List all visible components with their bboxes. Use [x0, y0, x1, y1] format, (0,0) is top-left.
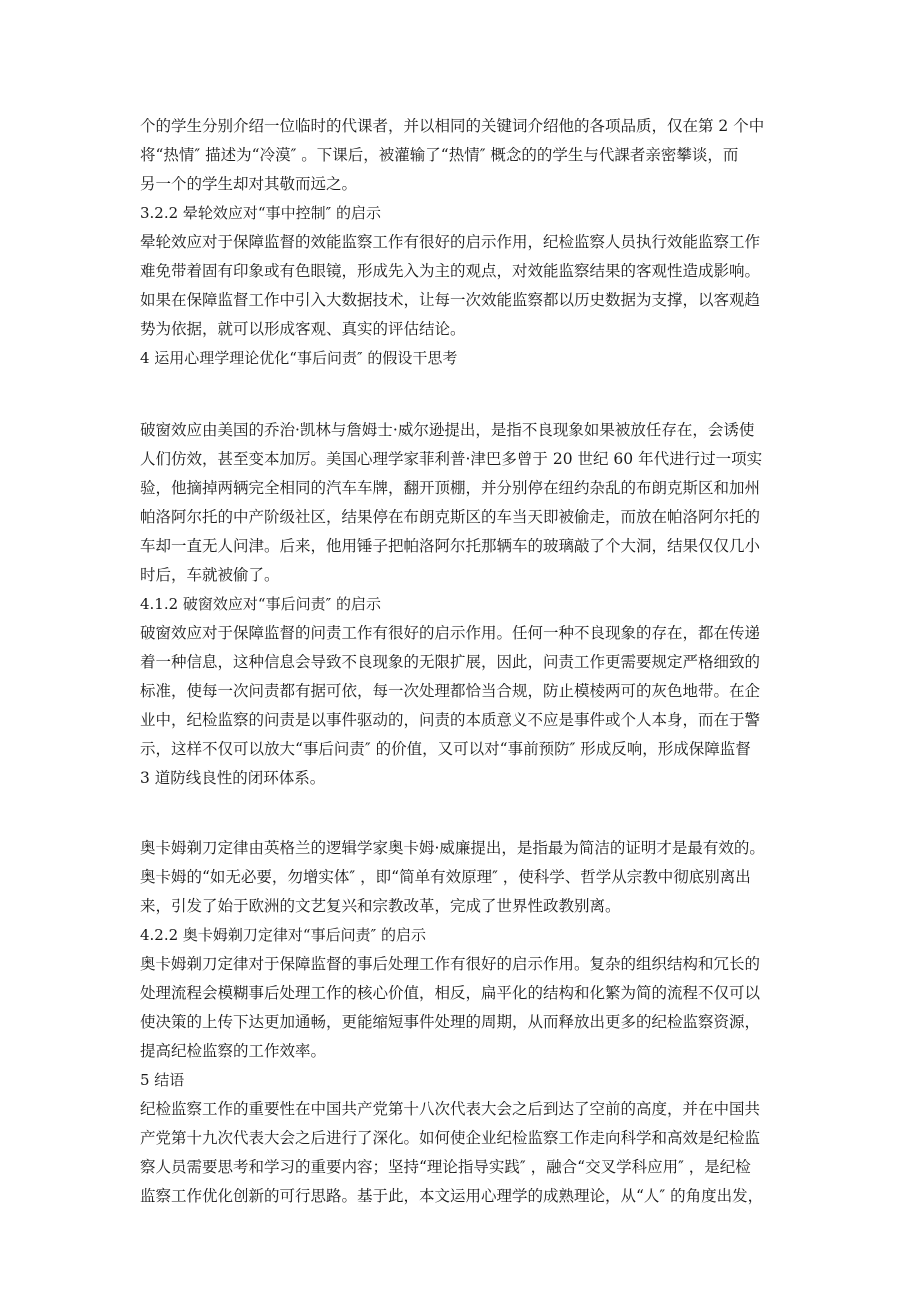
text-line: 监察工作优化创新的可行思路。基于此，本文运用心理学的成熟理论，从“人″ 的角度出发，	[140, 1187, 764, 1205]
intro-paragraph	[140, 112, 802, 199]
heading-text: 3.2.2 晕轮效应对“事中控制″ 的启示	[140, 204, 381, 222]
text-line: 示，这样不仅可以放大“事后问责″ 的价值，又可以对“事前预防″ 形成反响，形成保障监督	[140, 740, 751, 758]
text-line: 奥卡姆剃刀定律对于保障监督的事后处理工作有很好的启示作用。复杂的组织结构和冗长的	[140, 955, 761, 973]
text-line: 提高纪检监察的工作效率。	[140, 1042, 327, 1060]
text-line: 奥卡姆的“如无必要，勿增实体″ ，即“简单有效原理″ ，使科学、哲学从宗教中彻底别离出	[140, 868, 751, 886]
text-line: 使决策的上传下达更加通畅，更能缩短事件处理的周期，从而释放出更多的纪检监察资源，	[140, 1013, 761, 1031]
text-line: 产党第十九次代表大会之后进行了深化。如何使企业纪检监察工作走向科学和高效是纪检监	[140, 1129, 761, 1147]
heading-text: 4.1.2 破窗效应对“事后问责″ 的启示	[140, 595, 381, 613]
text-line: 另一个的学生却对其敬而远之。	[140, 175, 358, 193]
text-line: 破窗效应由美国的乔治·凯林与詹姆士·威尔逊提出，是指不良现象如果被放任存在，会诱使	[140, 421, 755, 439]
heading-text: 4.2.2 奥卡姆剃刀定律对“事后问责″ 的启示	[140, 926, 426, 944]
section-heading-4-1-2	[140, 590, 802, 619]
text-line: 察人员需要思考和学习的重要内容；坚持“理论指导实践″ ，融合“交叉学科应用″ ，是纪检	[140, 1158, 751, 1176]
section-heading-3-2-2	[140, 199, 802, 228]
paragraph-occam	[140, 834, 802, 921]
text-line: 势为依据，就可以形成客观、真实的评估结论。	[140, 320, 466, 338]
text-line: 来，引发了始于欧洲的文艺复兴和宗教改革，完成了世界性政教别离。	[140, 897, 621, 915]
paragraph-broken-window	[140, 416, 802, 590]
section-heading-4	[140, 344, 802, 373]
text-line: 车却一直无人问津。后来，他用锤子把帕洛阿尔托那辆车的玻璃敲了个大洞，结果仅仅几小	[140, 537, 761, 555]
text-line: 晕轮效应对于保障监督的效能监察工作有很好的启示作用，纪检监察人员执行效能监察工作	[140, 233, 761, 251]
paragraph-3-2-2	[140, 228, 802, 344]
section-heading-5	[140, 1066, 802, 1095]
text-line: 破窗效应对于保障监督的问责工作有很好的启示作用。任何一种不良现象的存在，都在传递	[140, 624, 761, 642]
paragraph-4-2-2	[140, 950, 802, 1066]
text-line: 难免带着固有印象或有色眼镜，形成先入为主的观点，对效能监察结果的客观性造成影响。	[140, 262, 761, 280]
text-line: 业中，纪检监察的问责是以事件驱动的，问责的本质意义不应是事件或个人本身，而在于警	[140, 711, 761, 729]
text-line: 帕洛阿尔托的中产阶级社区，结果停在布朗克斯区的车当天即被偷走，而放在帕洛阿尔托的	[140, 508, 761, 526]
text-line: 着一种信息，这种信息会导致不良现象的无限扩展，因此，问责工作更需要规定严格细致的	[140, 653, 761, 671]
text-line: 3 道防线良性的闭环体系。	[140, 769, 326, 787]
text-line: 奥卡姆剃刀定律由英格兰的逻辑学家奥卡姆·威廉提出，是指最为简洁的证明才是最有效的。	[140, 839, 765, 857]
text-line: 时后，车就被偷了。	[140, 566, 280, 584]
text-line: 如果在保障监督工作中引入大数据技术，让每一次效能监察都以历史数据为支撑，以客观趋	[140, 291, 761, 309]
section-heading-4-2-2	[140, 921, 802, 950]
text-line: 个的学生分别介绍一位临时的代课者，并以相同的关键词介绍他的各项品质，仅在第 2 个中	[140, 117, 765, 135]
text-line: 将“热情″ 描述为“冷漠″ 。下课后，被灌输了“热情″ 概念的的学生与代課者亲密攀谈，而	[140, 146, 739, 164]
text-line: 处理流程会模糊事后处理工作的核心价值，相反，扁平化的结构和化繁为简的流程不仅可以	[140, 984, 761, 1002]
text-line: 人们仿效，甚至变本加厉。美国心理学家菲利普·津巴多曾于 20 世纪 60 年代进行过一项实	[140, 450, 763, 468]
paragraph-conclusion	[140, 1095, 802, 1211]
heading-text: 4 运用心理学理论优化“事后问责″ 的假设干思考	[140, 349, 458, 367]
heading-text: 5 结语	[140, 1071, 185, 1089]
text-line: 验，他摘掉两辆完全相同的汽车车牌，翻开顶棚，并分别停在纽约杂乱的布朗克斯区和加州	[140, 479, 761, 497]
paragraph-4-1-2	[140, 619, 802, 793]
text-line: 纪检监察工作的重要性在中国共产党第十八次代表大会之后到达了空前的高度，并在中国共	[140, 1100, 761, 1118]
text-line: 标准，使每一次问责都有据可依，每一次处理都恰当合规，防止模棱两可的灰色地带。在企	[140, 682, 761, 700]
